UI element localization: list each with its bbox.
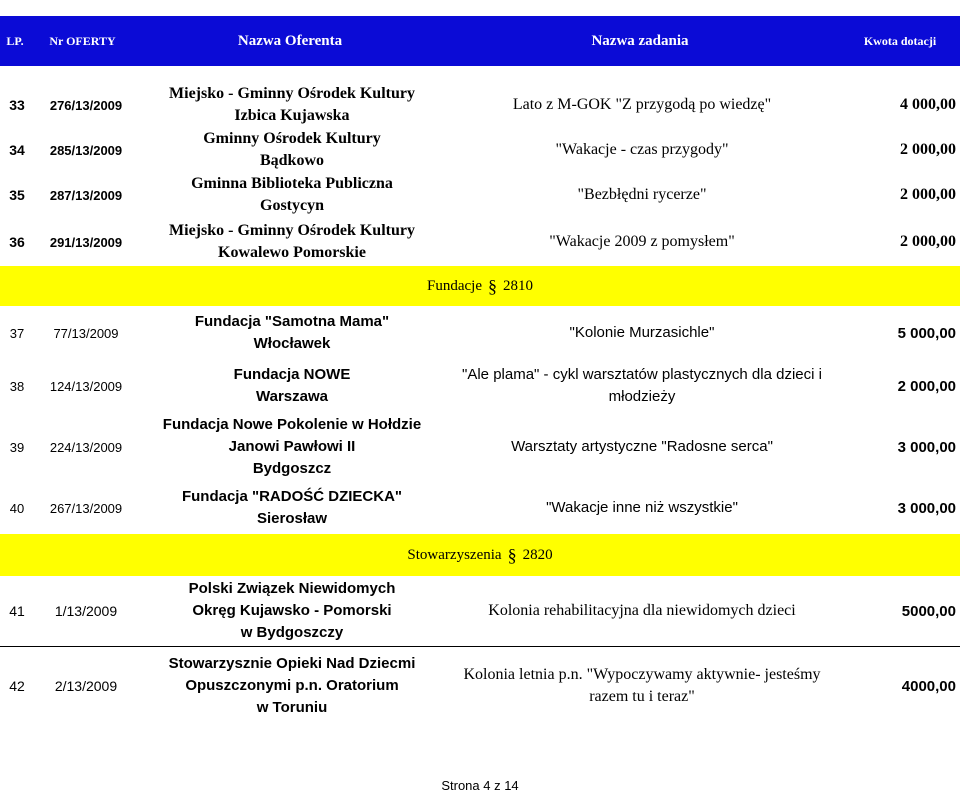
table-row (0, 218, 960, 266)
cell-offerer-name: Miejsko - Gminny Ośrodek Kultury Izbica Kujawska (169, 85, 415, 124)
cell-offer-number: 2/13/2009 (54, 678, 118, 694)
cell-offerer-name: Gminna Biblioteka Publiczna Gostycyn (191, 175, 393, 214)
cell-offerer-name: Polski Związek Niewidomych Okręg Kujawsko - Pomorski w Bydgoszczy (188, 580, 396, 641)
cell-task-name: Warsztaty artystyczne "Radosne serca" (511, 438, 773, 455)
cell-offer-number: 124/13/2009 (49, 378, 123, 394)
header-grant-amount: Kwota dotacji (863, 34, 937, 48)
cell-lp: 38 (9, 378, 25, 394)
cell-grant-amount: 2 000,00 (900, 186, 956, 203)
cell-lp: 36 (9, 234, 25, 250)
group-label: Stowarzyszenia (407, 546, 502, 563)
table-row (0, 82, 960, 128)
cell-task-name: "Ale plama" - cykl warsztatów plastycznych dla dzieci i młodzieży (462, 366, 822, 405)
table-row (0, 172, 960, 218)
cell-grant-amount: 3 000,00 (897, 438, 956, 456)
cell-lp: 35 (9, 187, 25, 203)
group-label: Fundacje (427, 277, 482, 294)
cell-offer-number: 1/13/2009 (54, 603, 118, 619)
group-header-stowarzyszenia (0, 534, 960, 576)
cell-lp: 42 (9, 678, 25, 694)
table-row (0, 412, 960, 482)
cell-grant-amount: 4 000,00 (900, 96, 956, 113)
cell-offer-number: 291/13/2009 (49, 234, 123, 250)
cell-task-name: Kolonia rehabilitacyjna dla niewidomych dzieci (488, 602, 796, 619)
cell-grant-amount: 4000,00 (901, 677, 956, 695)
cell-lp: 41 (9, 603, 25, 619)
cell-grant-amount: 2 000,00 (900, 233, 956, 250)
cell-offerer-name: Stowarzysznie Opieki Nad Dziecmi Opuszczonymi p.n. Oratorium w Toruniu (168, 655, 416, 716)
cell-offerer-name: Fundacja NOWE Warszawa (233, 366, 351, 405)
table-row (0, 576, 960, 647)
cell-offerer-name: Fundacja "Samotna Mama" Włocławek (194, 313, 390, 352)
header-offer-number: Nr OFERTY (49, 34, 116, 48)
group-code: 2820 (522, 546, 553, 563)
cell-grant-amount: 5000,00 (901, 602, 956, 620)
cell-task-name: Lato z M-GOK "Z przygodą po wiedzę" (512, 96, 772, 113)
cell-grant-amount: 5 000,00 (897, 324, 956, 342)
table-row (0, 360, 960, 412)
cell-grant-amount: 2 000,00 (900, 141, 956, 158)
paragraph-sign: § (487, 275, 497, 296)
cell-offer-number: 287/13/2009 (49, 187, 123, 203)
cell-task-name: Kolonia letnia p.n. "Wypoczywamy aktywnie- jesteśmy razem tu i teraz" (463, 666, 821, 705)
cell-offer-number: 285/13/2009 (49, 142, 123, 158)
group-header-fundacje (0, 266, 960, 306)
cell-offer-number: 267/13/2009 (49, 500, 123, 516)
header-offerer-name: Nazwa Oferenta (237, 33, 343, 49)
page-footer: Strona 4 z 14 (441, 778, 519, 793)
table-row (0, 306, 960, 360)
cell-offer-number: 224/13/2009 (49, 439, 123, 455)
cell-grant-amount: 3 000,00 (897, 499, 956, 517)
cell-offer-number: 77/13/2009 (53, 325, 119, 341)
cell-lp: 34 (9, 142, 25, 158)
cell-task-name: "Wakacje 2009 z pomysłem" (549, 233, 735, 250)
cell-offerer-name: Miejsko - Gminny Ośrodek Kultury Kowalewo Pomorskie (169, 222, 415, 261)
table-header (0, 16, 960, 66)
table-row (0, 128, 960, 172)
group-code: 2810 (502, 277, 533, 294)
cell-task-name: "Bezbłędni rycerze" (577, 186, 707, 203)
cell-task-name: "Kolonie Murzasichle" (569, 324, 715, 341)
cell-task-name: "Wakacje inne niż wszystkie" (546, 499, 738, 516)
table-row (0, 647, 960, 725)
cell-grant-amount: 2 000,00 (897, 377, 956, 395)
cell-offerer-name: Fundacja Nowe Pokolenie w Hołdzie Janowi Pawłowi II Bydgoszcz (162, 416, 422, 477)
cell-offer-number: 276/13/2009 (49, 97, 123, 113)
cell-offerer-name: Fundacja "RADOŚĆ DZIECKA" Sierosław (181, 488, 403, 527)
cell-lp: 40 (9, 500, 25, 516)
cell-task-name: "Wakacje - czas przygody" (555, 141, 729, 158)
table-row (0, 482, 960, 534)
paragraph-sign: § (507, 544, 517, 565)
cell-lp: 39 (9, 439, 25, 455)
cell-offerer-name: Gminny Ośrodek Kultury Bądkowo (203, 130, 381, 169)
header-task-name: Nazwa zadania (591, 33, 689, 49)
header-lp: LP. (6, 34, 24, 48)
cell-lp: 37 (9, 325, 25, 341)
cell-lp: 33 (9, 97, 25, 113)
